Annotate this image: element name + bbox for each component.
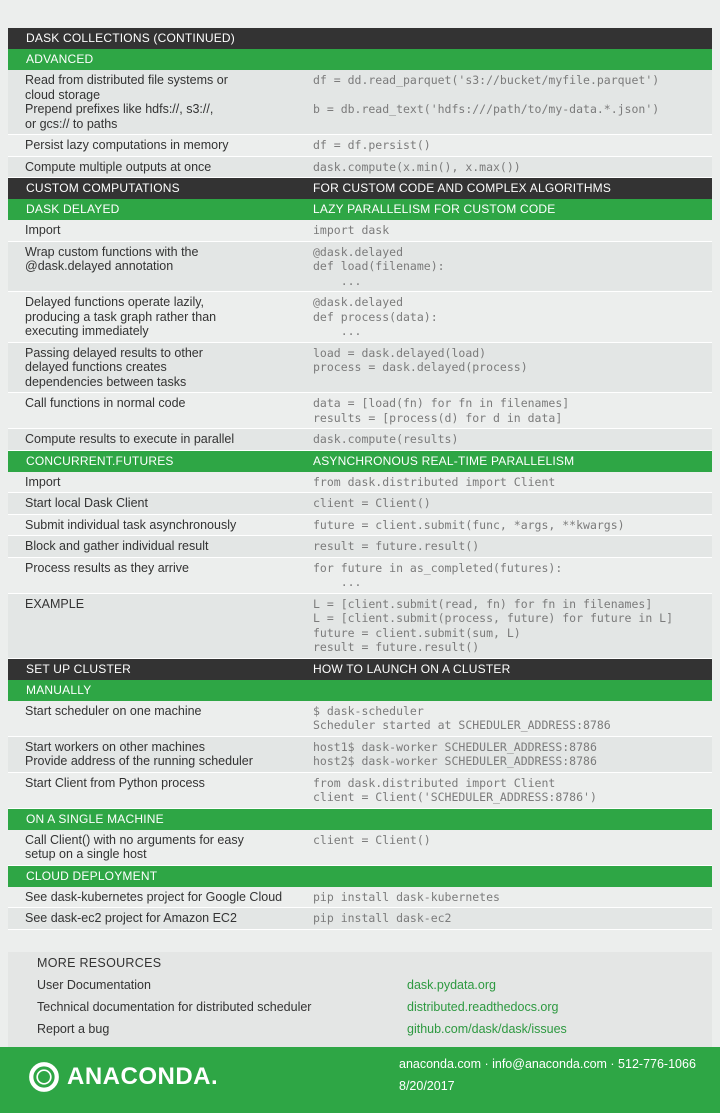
table-row: [8, 773, 712, 809]
header-subtitle: [295, 866, 712, 887]
row-code: df = dd.read_parquet('s3://bucket/myfile.parquet') b = db.read_text('hdfs:///path/to/my-data.*.json'): [313, 73, 660, 116]
resource-row: [8, 975, 712, 995]
subsection-header: [8, 451, 712, 472]
table-row: [8, 558, 712, 594]
row-description: Start local Dask Client: [25, 496, 148, 510]
table-row: [8, 242, 712, 293]
resource-link[interactable]: distributed.readthedocs.org: [407, 1000, 559, 1014]
row-description: Passing delayed results to other delayed functions creates dependencies between tasks: [25, 345, 203, 389]
row-description: Start scheduler on one machine: [25, 703, 202, 718]
table-row: [8, 157, 712, 179]
header-subtitle: FOR CUSTOM CODE AND COMPLEX ALGORITHMS: [313, 181, 612, 195]
header-title: MANUALLY: [26, 682, 92, 697]
row-code: L = [client.submit(read, fn) for fn in filenames] L = [client.submit(process, future) for future in L] future = client.submit(sum, L) result = future.result(): [313, 596, 674, 654]
resource-label: Technical documentation for distributed scheduler: [37, 1000, 312, 1014]
row-description: Submit individual task asynchronously: [25, 517, 237, 532]
subsection-header: [8, 49, 712, 70]
more-resources: [8, 952, 712, 1047]
row-description: Persist lazy computations in memory: [25, 138, 229, 152]
header-title: DASK DELAYED: [26, 202, 120, 216]
header-subtitle: [295, 28, 712, 49]
contact-info: anaconda.com · info@anaconda.com · 512-776-1066: [399, 1057, 696, 1071]
header-title: CONCURRENT.FUTURES: [26, 453, 174, 468]
table-row: [8, 908, 712, 930]
row-code: pip install dask-kubernetes: [313, 889, 500, 904]
anaconda-logo: [27, 1060, 218, 1094]
row-description: Import: [25, 223, 61, 237]
header-subtitle: [295, 680, 712, 701]
table-row: [8, 737, 712, 773]
section-header: [8, 28, 712, 49]
row-code: df = df.persist(): [313, 138, 431, 152]
row-description: Import: [25, 474, 61, 489]
row-description: EXAMPLE: [25, 596, 85, 611]
row-code: future = client.submit(func, *args, **kwargs): [313, 517, 625, 532]
row-description: Start workers on other machines Provide address of the running scheduler: [25, 739, 253, 768]
row-description: Call functions in normal code: [25, 396, 186, 410]
row-code: import dask: [313, 223, 390, 237]
row-code: host1$ dask-worker SCHEDULER_ADDRESS:8786 host2$ dask-worker SCHEDULER_ADDRESS:8786: [313, 739, 597, 768]
row-code: client = Client(): [313, 832, 431, 847]
header-title: DASK COLLECTIONS (CONTINUED): [26, 31, 235, 45]
resource-link[interactable]: dask.pydata.org: [407, 978, 496, 992]
table-row: [8, 515, 712, 537]
section-header: [8, 659, 712, 680]
table-row: [8, 536, 712, 558]
resource-row: [8, 997, 712, 1017]
resource-link[interactable]: github.com/dask/dask/issues: [407, 1022, 567, 1036]
table-row: [8, 220, 712, 242]
row-description: Process results as they arrive: [25, 560, 189, 575]
row-code: load = dask.delayed(load) process = dask.delayed(process): [313, 345, 528, 374]
header-subtitle: [295, 809, 712, 830]
table-row: [8, 594, 712, 659]
table-row: [8, 292, 712, 343]
row-description: Compute results to execute in parallel: [25, 432, 235, 446]
header-title: ADVANCED: [26, 52, 94, 66]
row-description: Delayed functions operate lazily, producing a task graph rather than executing immediately: [25, 295, 217, 338]
subsection-header: [8, 199, 712, 220]
resource-label: User Documentation: [37, 978, 151, 992]
row-description: Block and gather individual result: [25, 539, 209, 553]
row-code: result = future.result(): [313, 539, 480, 553]
row-code: from dask.distributed import Client client = Client('SCHEDULER_ADDRESS:8786'): [313, 775, 597, 804]
header-title: CUSTOM COMPUTATIONS: [26, 181, 180, 195]
row-description: Read from distributed file systems or cloud storage Prepend prefixes like hdfs://, s3://, or gcs:// to paths: [25, 73, 228, 131]
date: 8/20/2017: [399, 1079, 455, 1093]
row-description: See dask-ec2 project for Amazon EC2: [25, 911, 237, 925]
table-row: [8, 830, 712, 866]
row-code: from dask.distributed import Client: [313, 474, 556, 489]
row-code: $ dask-scheduler Scheduler started at SCHEDULER_ADDRESS:8786: [313, 703, 611, 732]
row-code: pip install dask-ec2: [313, 911, 452, 925]
row-description: Compute multiple outputs at once: [25, 159, 212, 174]
table-row: [8, 701, 712, 737]
subsection-header: [8, 680, 712, 701]
table-row: [8, 135, 712, 157]
row-description: Wrap custom functions with the @dask.delayed annotation: [25, 244, 199, 273]
header-subtitle: HOW TO LAUNCH ON A CLUSTER: [313, 661, 511, 676]
header-subtitle: LAZY PARALLELISM FOR CUSTOM CODE: [313, 202, 556, 216]
table-row: [8, 393, 712, 429]
row-description: Call Client() with no arguments for easy setup on a single host: [25, 832, 244, 861]
row-code: for future in as_completed(futures): ...: [313, 560, 563, 589]
table-row: [8, 429, 712, 451]
table-row: [8, 887, 712, 909]
row-code: data = [load(fn) for fn in filenames] results = [process(d) for d in data]: [313, 396, 570, 425]
resource-label: Report a bug: [37, 1022, 110, 1036]
header-subtitle: ASYNCHRONOUS REAL-TIME PARALLELISM: [313, 453, 575, 468]
row-code: @dask.delayed def process(data): ...: [313, 295, 438, 338]
table-row: [8, 493, 712, 515]
subsection-header: [8, 866, 712, 887]
resource-row: [8, 1019, 712, 1039]
footer: [0, 1047, 720, 1113]
header-title: ON A SINGLE MACHINE: [26, 811, 164, 826]
row-code: client = Client(): [313, 496, 431, 510]
table-row: [8, 343, 712, 394]
brand-name: ANACONDA.: [67, 1063, 219, 1090]
section-header: [8, 178, 712, 199]
header-title: SET UP CLUSTER: [26, 661, 132, 676]
header-subtitle: [295, 49, 712, 70]
table-row: [8, 70, 712, 135]
row-code: @dask.delayed def load(filename): ...: [313, 244, 445, 288]
cheat-sheet-table: [8, 28, 712, 930]
table-row: [8, 472, 712, 494]
row-code: dask.compute(x.min(), x.max()): [313, 159, 521, 174]
header-title: CLOUD DEPLOYMENT: [26, 868, 158, 883]
anaconda-ring-icon: [27, 1060, 61, 1094]
row-description: See dask-kubernetes project for Google Cloud: [25, 889, 283, 904]
row-description: Start Client from Python process: [25, 775, 205, 790]
subsection-header: [8, 809, 712, 830]
resources-title: MORE RESOURCES: [37, 956, 162, 970]
row-code: dask.compute(results): [313, 432, 459, 446]
